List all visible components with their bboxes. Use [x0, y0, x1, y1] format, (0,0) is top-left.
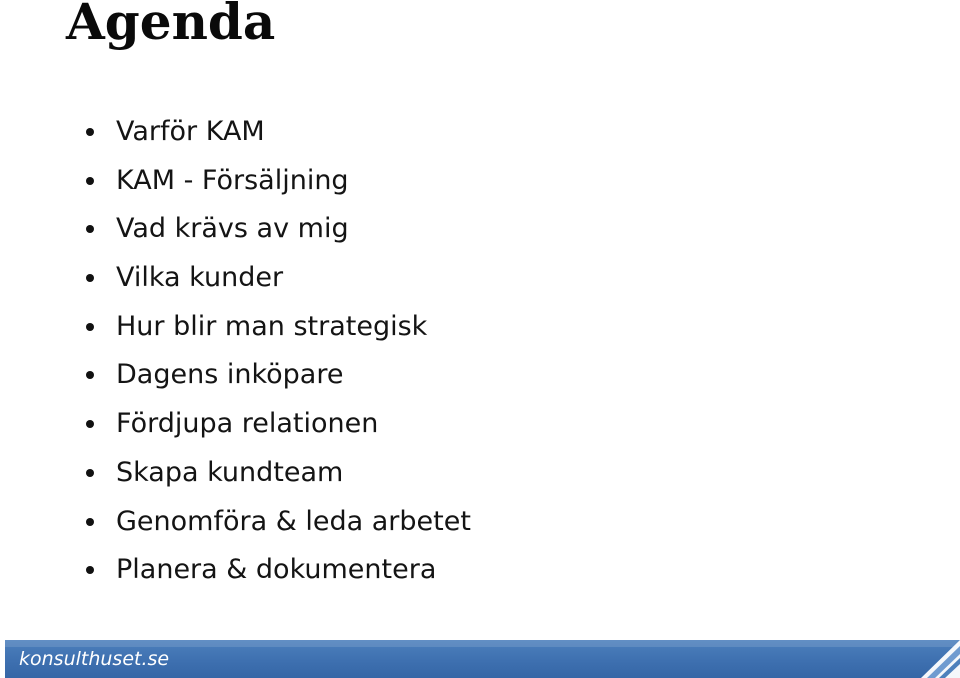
list-item-text: Varför KAM: [116, 116, 265, 147]
bullet-icon: [86, 128, 94, 136]
arrow-corner-icon: [913, 640, 960, 678]
bullet-icon: [86, 225, 94, 233]
list-item-text: Dagens inköpare: [116, 359, 344, 391]
page-title: Agenda: [66, 0, 276, 51]
bullet-icon: [86, 566, 94, 574]
list-item-text: Vilka kunder: [116, 262, 284, 294]
list-item-text: Hur blir man strategisk: [116, 310, 428, 342]
footer-logo: konsulthuset.se: [19, 648, 170, 670]
bullet-icon: [86, 371, 94, 379]
bullet-icon: [86, 274, 94, 282]
footer-bar: [5, 640, 960, 678]
bullet-icon: [86, 420, 94, 428]
bullet-icon: [86, 177, 94, 185]
bullet-icon: [86, 323, 94, 331]
list-item-text: KAM - Försäljning: [116, 164, 349, 196]
list-item-text: Fördjupa relationen: [116, 408, 379, 440]
list-item-text: Skapa kundteam: [116, 456, 344, 488]
list-item-text: Planera & dokumentera: [116, 554, 437, 586]
list-item-text: Genomföra & leda arbetet: [116, 505, 471, 537]
bullet-icon: [86, 518, 94, 526]
list-item-text: Vad krävs av mig: [116, 213, 349, 245]
bullet-icon: [86, 469, 94, 477]
